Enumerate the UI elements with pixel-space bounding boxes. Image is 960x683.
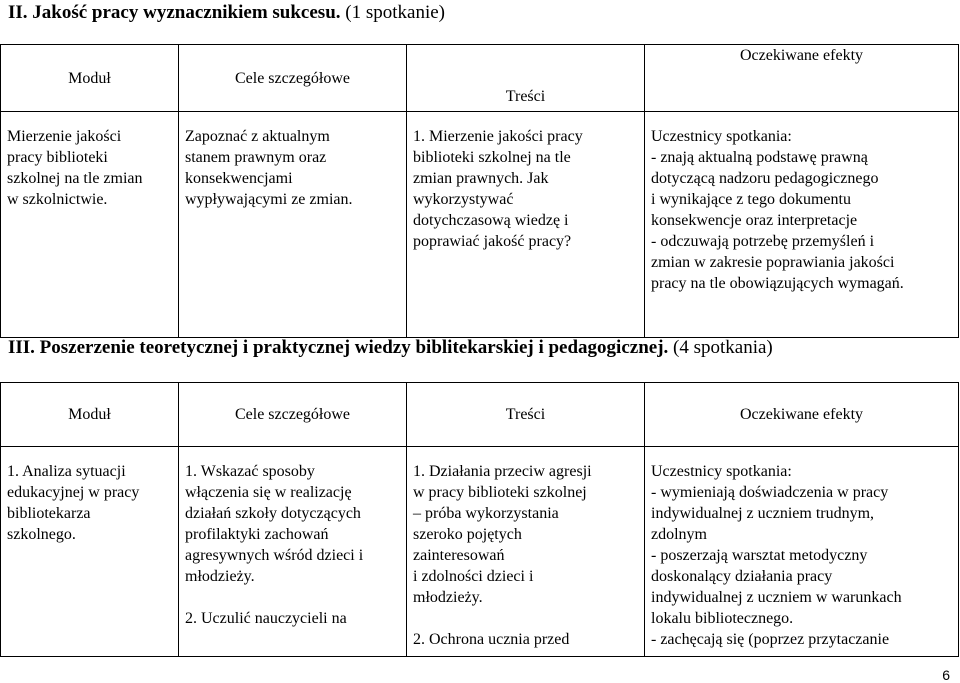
section2-title xyxy=(8,2,445,24)
section2-goals-cell: Zapoznać z aktualnym stanem prawnym oraz konsekwencjami wypływającymi ze zmian. xyxy=(179,112,407,338)
section3-effects-cell: Uczestnicy spotkania: - wymieniają doświadczenia w pracy indywidualnej z uczniem trudnym, zdolnym - poszerzają warsztat metodyczny doskonalący działania pracy indywidualnej z uczniem w warunkach lokalu bibliotecznego. - zachęcają się (poprzez przytaczanie xyxy=(645,447,959,657)
section3-title xyxy=(8,337,773,359)
section2-module-cell: Mierzenie jakości pracy biblioteki szkolnej na tle zmian w szkolnictwie. xyxy=(1,112,179,338)
section3-table-row xyxy=(1,447,959,657)
section3-module-cell: 1. Analiza sytuacji edukacyjnej w pracy bibliotekarza szkolnego. xyxy=(1,447,179,657)
section2-title-bold: II. Jakość pracy wyznacznikiem sukcesu. xyxy=(8,2,341,23)
section3-title-normal: (4 spotkania) xyxy=(668,337,773,358)
section2-header-contents: Treści xyxy=(407,45,645,112)
section3-goals-cell: 1. Wskazać sposoby włączenia się w realizację działań szkoły dotyczących profilaktyki zachowań agresywnych wśród dzieci i młodzieży. 2. Uczulić nauczycieli na xyxy=(179,447,407,657)
section3-header-goals: Cele szczegółowe xyxy=(179,383,407,447)
section3-table xyxy=(0,382,959,657)
section2-table xyxy=(0,44,959,338)
section3-header-effects: Oczekiwane efekty xyxy=(645,383,959,447)
page-number: 6 xyxy=(942,667,950,683)
section3-header-row xyxy=(1,383,959,447)
section2-header-module: Moduł xyxy=(1,45,179,112)
section2-title-normal: (1 spotkanie) xyxy=(340,2,445,23)
section2-effects-cell: Uczestnicy spotkania: - znają aktualną podstawę prawną dotyczącą nadzoru pedagogicznego i wynikające z tego dokumentu konsekwencje oraz interpretacje - odczuwają potrzebę przemyśleń i zmian w zakresie poprawiania jakości pracy na tle obowiązujących wymagań. xyxy=(645,112,959,338)
section2-table-row xyxy=(1,112,959,338)
section3-contents-cell: 1. Działania przeciw agresji w pracy biblioteki szkolnej – próba wykorzystania szeroko pojętych zainteresowań i zdolności dzieci i młodzieży. 2. Ochrona ucznia przed xyxy=(407,447,645,657)
section2-header-goals: Cele szczegółowe xyxy=(179,45,407,112)
section2-header-row xyxy=(1,45,959,112)
section3-header-module: Moduł xyxy=(1,383,179,447)
section3-header-contents: Treści xyxy=(407,383,645,447)
section2-contents-cell: 1. Mierzenie jakości pracy biblioteki szkolnej na tle zmian prawnych. Jak wykorzystywać dotychczasową wiedzę i poprawiać jakość pracy? xyxy=(407,112,645,338)
section2-header-effects: Oczekiwane efekty xyxy=(645,45,959,112)
section3-title-bold: III. Poszerzenie teoretycznej i praktycznej wiedzy biblitekarskiej i pedagogicznej. xyxy=(8,337,669,358)
